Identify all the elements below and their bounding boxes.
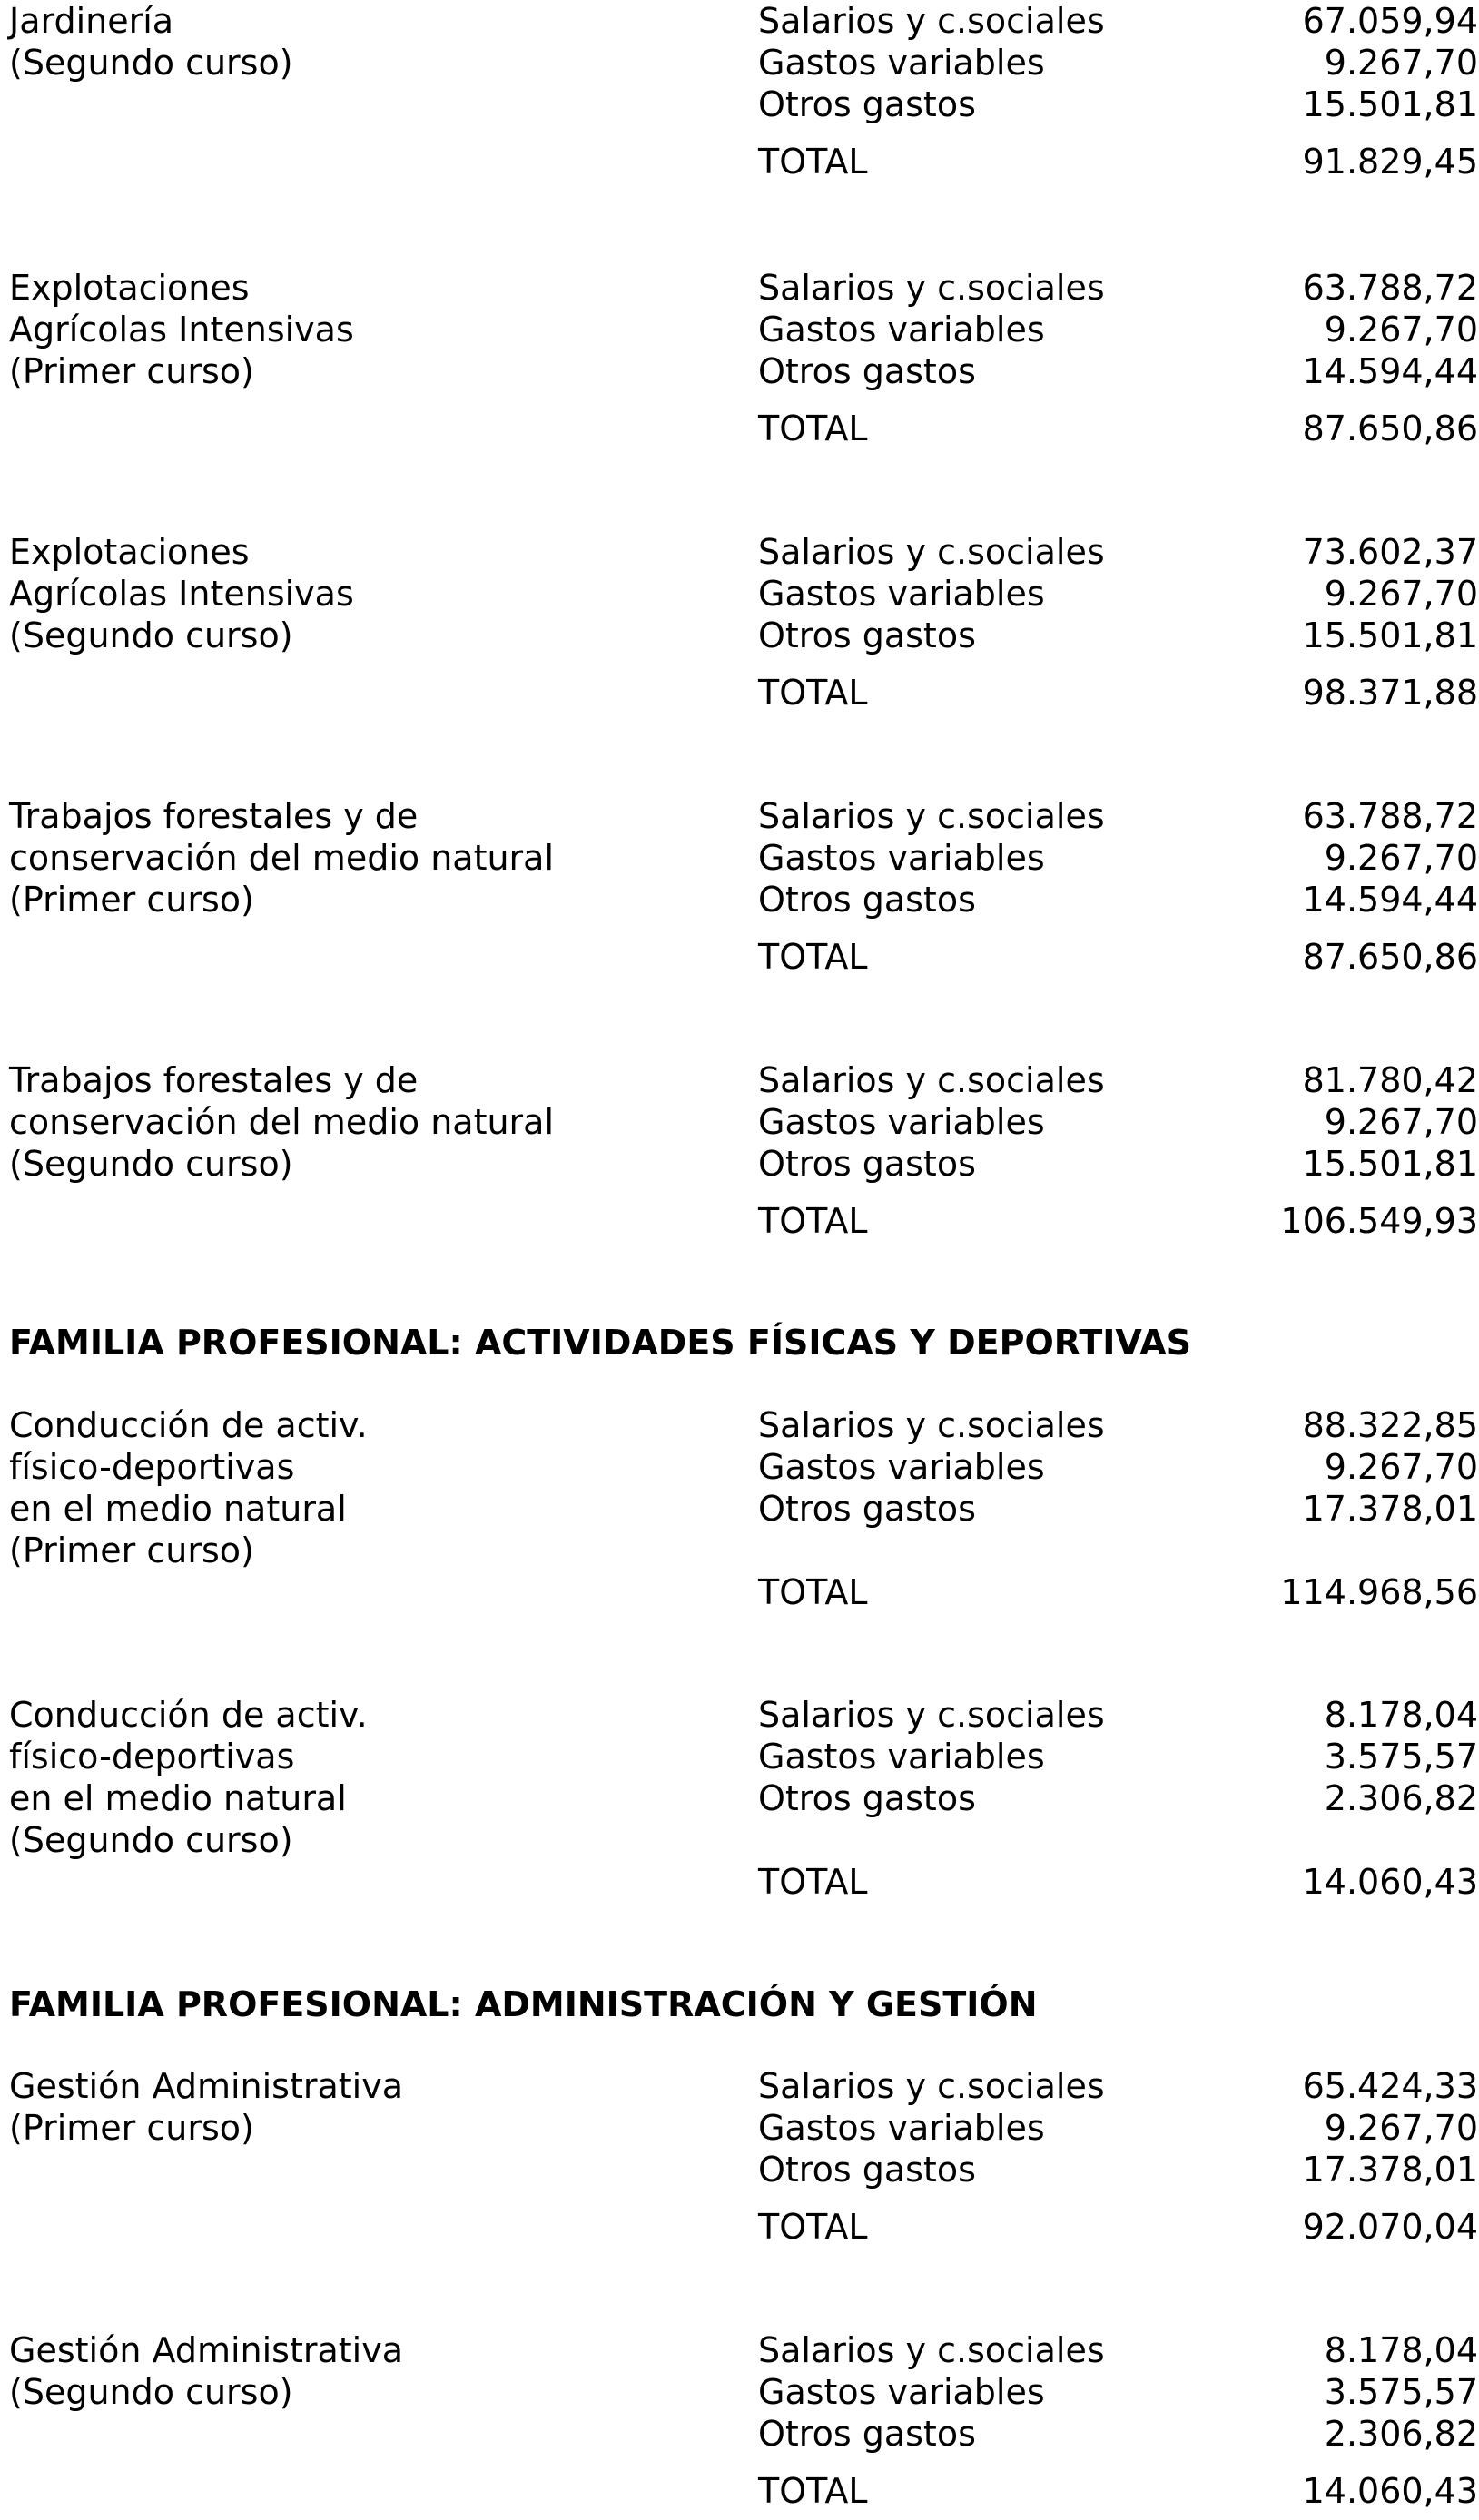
other-costs-row <box>758 350 1478 392</box>
course-name <box>9 1404 754 1571</box>
variable-costs-label: Gastos variables <box>758 574 1045 614</box>
other-costs-value: 14.594,44 <box>1302 880 1478 920</box>
other-costs-row <box>758 2413 1478 2455</box>
other-costs-value: 17.378,01 <box>1302 2150 1478 2190</box>
other-costs-row <box>758 1777 1478 1819</box>
salaries-label: Salarios y c.sociales <box>758 2066 1105 2106</box>
total-label: TOTAL <box>758 1572 868 1612</box>
total-row <box>758 672 1478 714</box>
other-costs-row <box>758 615 1478 656</box>
variable-costs-label: Gastos variables <box>758 2372 1045 2412</box>
other-costs-value: 17.378,01 <box>1302 1489 1478 1529</box>
course-name-line: (Segundo curso) <box>9 615 293 655</box>
salaries-value: 65.424,33 <box>1302 2066 1478 2106</box>
total-value: 14.060,43 <box>1302 2471 1478 2511</box>
total-value: 98.371,88 <box>1302 673 1478 713</box>
course-name <box>9 531 754 656</box>
total-value: 87.650,86 <box>1302 937 1478 977</box>
total-label: TOTAL <box>758 409 868 448</box>
course-name <box>9 1694 754 1861</box>
total-value: 91.829,45 <box>1302 142 1478 182</box>
total-row <box>758 936 1478 978</box>
variable-costs-label: Gastos variables <box>758 1447 1045 1487</box>
salaries-label: Salarios y c.sociales <box>758 268 1105 308</box>
other-costs-label: Otros gastos <box>758 615 976 655</box>
total-row <box>758 2470 1478 2512</box>
other-costs-value: 15.501,81 <box>1302 1144 1478 1184</box>
variable-costs-value: 9.267,70 <box>1324 574 1478 614</box>
course-name-line: (Primer curso) <box>9 880 254 920</box>
other-costs-row <box>758 84 1478 125</box>
course-name-line: (Segundo curso) <box>9 2372 293 2412</box>
variable-costs-value: 9.267,70 <box>1324 838 1478 878</box>
total-value: 114.968,56 <box>1280 1572 1478 1612</box>
variable-costs-row <box>758 1736 1478 1777</box>
variable-costs-value: 9.267,70 <box>1324 1447 1478 1487</box>
other-costs-label: Otros gastos <box>758 84 976 124</box>
salaries-label: Salarios y c.sociales <box>758 2330 1105 2370</box>
total-label: TOTAL <box>758 142 868 182</box>
section-heading: FAMILIA PROFESIONAL: ADMINISTRACIÓN Y GESTIÓN <box>9 1984 1038 2024</box>
salaries-value: 63.788,72 <box>1302 796 1478 836</box>
salaries-row <box>758 2065 1478 2107</box>
course-name-line: físico-deportivas <box>9 1447 295 1487</box>
total-label: TOTAL <box>758 1201 868 1241</box>
variable-costs-value: 9.267,70 <box>1324 43 1478 83</box>
total-value: 87.650,86 <box>1302 409 1478 448</box>
course-name-line: Gestión Administrativa <box>9 2330 403 2370</box>
variable-costs-label: Gastos variables <box>758 43 1045 83</box>
course-name-line: en el medio natural <box>9 1778 347 1818</box>
salaries-value: 67.059,94 <box>1302 1 1478 41</box>
salaries-label: Salarios y c.sociales <box>758 1 1105 41</box>
salaries-label: Salarios y c.sociales <box>758 1060 1105 1100</box>
other-costs-label: Otros gastos <box>758 2414 976 2454</box>
other-costs-row <box>758 1488 1478 1530</box>
course-name-line: Agrícolas Intensivas <box>9 574 354 614</box>
salaries-row <box>758 267 1478 309</box>
section-heading: FAMILIA PROFESIONAL: ACTIVIDADES FÍSICAS Y DEPORTIVAS <box>9 1323 1192 1363</box>
total-label: TOTAL <box>758 673 868 713</box>
course-name-line: físico-deportivas <box>9 1737 295 1777</box>
course-name <box>9 2065 754 2149</box>
course-name-line: Conducción de activ. <box>9 1695 368 1735</box>
salaries-label: Salarios y c.sociales <box>758 796 1105 836</box>
total-row <box>758 141 1478 182</box>
course-name-line: Trabajos forestales y de <box>9 1060 419 1100</box>
total-value: 92.070,04 <box>1302 2207 1478 2247</box>
variable-costs-row <box>758 2371 1478 2413</box>
course-name-line: (Segundo curso) <box>9 1144 293 1184</box>
salaries-value: 88.322,85 <box>1302 1405 1478 1445</box>
salaries-label: Salarios y c.sociales <box>758 1405 1105 1445</box>
course-name <box>9 0 754 84</box>
course-name <box>9 795 754 920</box>
other-costs-value: 15.501,81 <box>1302 84 1478 124</box>
course-name-line: Explotaciones <box>9 532 250 572</box>
salaries-row <box>758 1059 1478 1101</box>
variable-costs-row <box>758 1101 1478 1143</box>
variable-costs-label: Gastos variables <box>758 1737 1045 1777</box>
salaries-value: 81.780,42 <box>1302 1060 1478 1100</box>
variable-costs-value: 3.575,57 <box>1324 1737 1478 1777</box>
variable-costs-label: Gastos variables <box>758 1102 1045 1142</box>
salaries-row <box>758 531 1478 573</box>
course-name-line: (Primer curso) <box>9 1531 254 1570</box>
variable-costs-row <box>758 573 1478 615</box>
total-label: TOTAL <box>758 1862 868 1902</box>
total-label: TOTAL <box>758 2471 868 2511</box>
salaries-row <box>758 1694 1478 1736</box>
other-costs-label: Otros gastos <box>758 1489 976 1529</box>
salaries-row <box>758 2329 1478 2371</box>
other-costs-value: 14.594,44 <box>1302 351 1478 391</box>
variable-costs-row <box>758 1446 1478 1488</box>
variable-costs-label: Gastos variables <box>758 310 1045 349</box>
other-costs-label: Otros gastos <box>758 351 976 391</box>
course-name-line: (Primer curso) <box>9 2108 254 2148</box>
total-value: 14.060,43 <box>1302 1862 1478 1902</box>
other-costs-row <box>758 1143 1478 1185</box>
total-row <box>758 1861 1478 1903</box>
total-label: TOTAL <box>758 2207 868 2247</box>
variable-costs-value: 9.267,70 <box>1324 310 1478 349</box>
total-row <box>758 408 1478 449</box>
total-row <box>758 2206 1478 2248</box>
variable-costs-value: 3.575,57 <box>1324 2372 1478 2412</box>
other-costs-row <box>758 2149 1478 2190</box>
variable-costs-label: Gastos variables <box>758 838 1045 878</box>
variable-costs-value: 9.267,70 <box>1324 1102 1478 1142</box>
other-costs-value: 15.501,81 <box>1302 615 1478 655</box>
other-costs-label: Otros gastos <box>758 2150 976 2190</box>
course-name-line: Explotaciones <box>9 268 250 308</box>
variable-costs-row <box>758 2107 1478 2149</box>
course-name-line: en el medio natural <box>9 1489 347 1529</box>
variable-costs-row <box>758 42 1478 84</box>
course-name-line: (Segundo curso) <box>9 43 293 83</box>
total-row <box>758 1200 1478 1242</box>
course-name <box>9 267 754 392</box>
total-row <box>758 1571 1478 1613</box>
salaries-row <box>758 795 1478 837</box>
course-name-line: Agrícolas Intensivas <box>9 310 354 349</box>
salaries-value: 73.602,37 <box>1302 532 1478 572</box>
course-name-line: conservación del medio natural <box>9 838 555 878</box>
salaries-value: 8.178,04 <box>1324 2330 1478 2370</box>
salaries-value: 63.788,72 <box>1302 268 1478 308</box>
other-costs-row <box>758 879 1478 920</box>
course-name-line: Conducción de activ. <box>9 1405 368 1445</box>
salaries-row <box>758 0 1478 42</box>
salaries-label: Salarios y c.sociales <box>758 532 1105 572</box>
course-name-line: conservación del medio natural <box>9 1102 555 1142</box>
other-costs-label: Otros gastos <box>758 1778 976 1818</box>
salaries-label: Salarios y c.sociales <box>758 1695 1105 1735</box>
course-name-line: (Primer curso) <box>9 351 254 391</box>
course-name <box>9 2329 754 2413</box>
salaries-value: 8.178,04 <box>1324 1695 1478 1735</box>
other-costs-value: 2.306,82 <box>1324 1778 1478 1818</box>
course-name-line: Gestión Administrativa <box>9 2066 403 2106</box>
course-name <box>9 1059 754 1185</box>
course-name-line: (Segundo curso) <box>9 1820 293 1860</box>
total-value: 106.549,93 <box>1280 1201 1478 1241</box>
other-costs-label: Otros gastos <box>758 880 976 920</box>
total-label: TOTAL <box>758 937 868 977</box>
course-name-line: Jardinería <box>9 1 174 41</box>
other-costs-value: 2.306,82 <box>1324 2414 1478 2454</box>
course-name-line: Trabajos forestales y de <box>9 796 419 836</box>
variable-costs-row <box>758 837 1478 879</box>
salaries-row <box>758 1404 1478 1446</box>
variable-costs-label: Gastos variables <box>758 2108 1045 2148</box>
variable-costs-value: 9.267,70 <box>1324 2108 1478 2148</box>
other-costs-label: Otros gastos <box>758 1144 976 1184</box>
variable-costs-row <box>758 309 1478 350</box>
